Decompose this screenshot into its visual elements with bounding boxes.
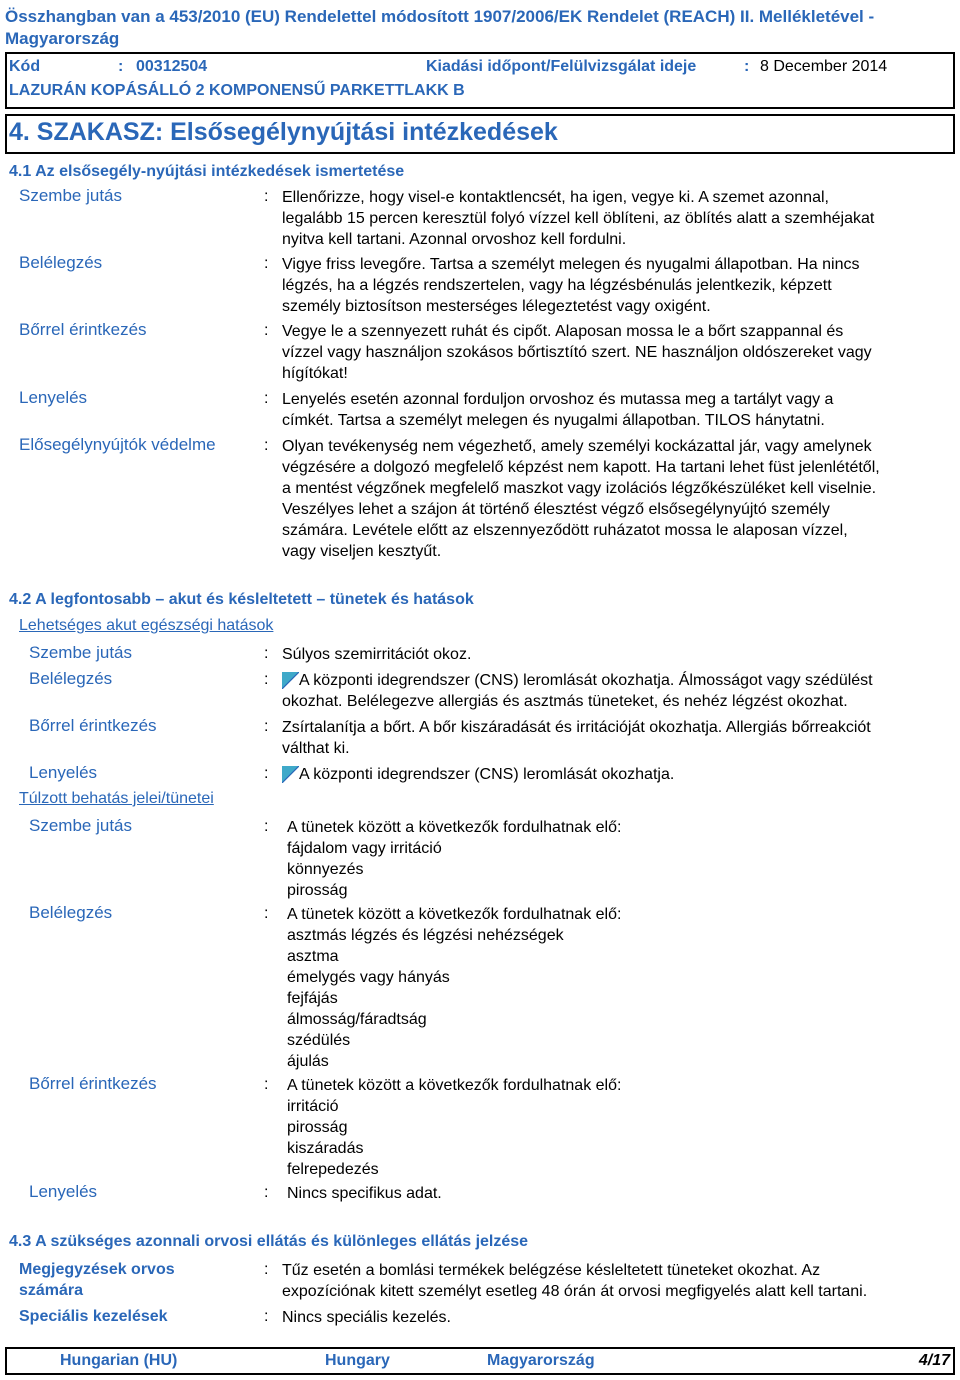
- acute-text-inhal: A központi idegrendszer (CNS) leromlását okozhatja. Álmosságot vagy szédülést okozhat. Belélegezve allergiás és asztmás tüneteket, és nehéz légzést okozhat.: [282, 672, 873, 710]
- acute-text-eye: Súlyos szemirritációt okoz.: [282, 646, 472, 663]
- s43-label-physician: Megjegyzések orvos számára: [19, 1261, 175, 1299]
- overexp-label-ingest: Lenyelés: [29, 1182, 98, 1201]
- s41-label-protect: Elősegélynyújtók védelme: [19, 435, 216, 454]
- colon: :: [264, 437, 269, 454]
- colon: :: [264, 188, 269, 205]
- colon: :: [264, 645, 269, 662]
- colon: :: [264, 1308, 269, 1325]
- colon: :: [264, 818, 269, 835]
- s41-label-inhal: Belélegzés: [19, 253, 103, 272]
- overexposure-heading: Túlzott behatás jelei/tünetei: [19, 790, 214, 807]
- overexp-text-eye: A tünetek között a következők fordulhatnak elő: fájdalom vagy irritáció könnyezés pirosság: [287, 819, 622, 899]
- s43-text-special: Nincs speciális kezelés.: [282, 1309, 451, 1326]
- overexp-label-skin: Bőrrel érintkezés: [29, 1074, 157, 1093]
- colon: :: [264, 1184, 269, 1201]
- kiadas-label: Kiadási időpont/Felülvizsgálat ideje: [426, 58, 697, 75]
- acute-text-ingest: A központi idegrendszer (CNS) leromlását okozhatja.: [282, 764, 674, 785]
- overexp-label-inhal: Belélegzés: [29, 903, 113, 922]
- footer-country: Hungary: [325, 1352, 390, 1369]
- colon: :: [264, 765, 269, 782]
- acute-label-inhal: Belélegzés: [29, 669, 113, 688]
- marker-icon: [282, 766, 299, 781]
- section-title: 4. SZAKASZ: Elsősegélynyújtási intézkedések: [9, 118, 558, 146]
- colon: :: [264, 905, 269, 922]
- colon: :: [264, 718, 269, 735]
- s41-label-eye: Szembe jutás: [19, 186, 122, 205]
- subsection-4-3-title: 4.3 A szükséges azonnali orvosi ellátás és különleges ellátás jelzése: [9, 1233, 529, 1250]
- page-number: 4/17: [918, 1352, 950, 1369]
- kod-label: Kód: [9, 58, 41, 75]
- overexp-label-eye: Szembe jutás: [29, 816, 132, 835]
- s41-label-skin: Bőrrel érintkezés: [19, 320, 147, 339]
- footer-language: Hungarian (HU): [60, 1352, 178, 1369]
- kod-value: 00312504: [136, 58, 208, 75]
- s41-label-ingest: Lenyelés: [19, 388, 88, 407]
- s41-text-inhal: Vigye friss levegőre. Tartsa a személyt melegen és nyugalmi állapotban. Ha nincs légzés, ha a légzés rendszertelen, vagy ha légzésbénulás jelentkezik, képzett személy biztosítson mesterséges lélegeztetést vagy oxigént.: [282, 256, 860, 315]
- s41-text-ingest: Lenyelés esetén azonnal forduljon orvoshoz és mutassa meg a tartályt vagy a címkét. Tartsa a személyt melegen és nyugalmi állapotban. TILOS hánytatni.: [282, 391, 834, 429]
- overexp-text-inhal: A tünetek között a következők fordulhatnak elő: asztmás légzés és légzési nehézségek asztma émelygés vagy hányás fejfájás álmosság/fáradtság szédülés ájulás: [287, 906, 622, 1070]
- acute-text-skin: Zsírtalanítja a bőrt. A bőr kiszáradását és irritációját okozhatja. Allergiás bőrreakciót válthat ki.: [282, 719, 871, 757]
- kiadas-colon: :: [744, 58, 750, 75]
- colon: :: [264, 322, 269, 339]
- subsection-4-2-title: 4.2 A legfontosabb – akut és késleltetett – tünetek és hatások: [9, 591, 474, 608]
- acute-label-ingest: Lenyelés: [29, 763, 98, 782]
- s41-text-skin: Vegye le a szennyezett ruhát és cipőt. Alaposan mossa le a bőrt szappannal és vízzel vagy használjon szokásos bőrtisztító szert. NE használjon oldószereket vagy hígítókat!: [282, 323, 872, 382]
- colon: :: [264, 390, 269, 407]
- subsection-4-1-title: 4.1 Az elsősegély-nyújtási intézkedések ismertetése: [9, 163, 405, 180]
- acute-label-eye: Szembe jutás: [29, 643, 132, 662]
- footer-country-local: Magyarország: [487, 1352, 595, 1369]
- s43-text-physician: Tűz esetén a bomlási termékek belégzése késleltetett tüneteket okozhat. Az expozíciónak kitett személyt esetleg 48 órán át orvosi megfigyelés alatt kell tartani.: [282, 1262, 868, 1300]
- product-name: LAZURÁN KOPÁSÁLLÓ 2 KOMPONENSŰ PARKETTLAKK B: [9, 82, 465, 99]
- overexp-text-skin: A tünetek között a következők fordulhatnak elő: irritáció pirosság kiszáradás felrepedezés: [287, 1077, 622, 1178]
- marker-icon: [282, 672, 299, 687]
- kod-colon: :: [118, 58, 124, 75]
- overexp-text-ingest: Nincs specifikus adat.: [287, 1185, 442, 1202]
- acute-heading: Lehetséges akut egészségi hatások: [19, 617, 274, 634]
- s41-text-eye: Ellenőrizze, hogy visel-e kontaktlencsét, ha igen, vegye ki. A szemet azonnal, legalább 15 percen keresztül folyó vízzel kell öblíteni, az öblítés alatt a szemhéjakat nyitva kell tartani. Azonnal orvoshoz kell fordulni.: [282, 189, 875, 248]
- colon: :: [264, 255, 269, 272]
- kiadas-value: 8 December 2014: [760, 58, 888, 75]
- colon: :: [264, 671, 269, 688]
- colon: :: [264, 1261, 269, 1278]
- s41-text-protect: Olyan tevékenység nem végezhető, amely személyi kockázattal jár, vagy amelynek végzésére a dolgozó megfelelő képzést nem kapott. Ha tartani lehet füst jelenlététől, a mentést végzőnek megfelelő maszkot vagy izolációs légzőkészüléket kell viselnie. Veszélyes lehet a szájon át történő élesztést végző elsősegélynyújtó személy számára. Levétele előtt az elszennyeződött ruházatot mossa le alaposan vízzel, vagy viseljen kesztyűt.: [282, 438, 880, 560]
- s43-label-special: Speciális kezelések: [19, 1308, 168, 1325]
- colon: :: [264, 1076, 269, 1093]
- regulation-title: Összhangban van a 453/2010 (EU) Rendelettel módosított 1907/2006/EK Rendelet (REACH) II. Mellékletével - Magyarország: [5, 7, 875, 48]
- acute-label-skin: Bőrrel érintkezés: [29, 716, 157, 735]
